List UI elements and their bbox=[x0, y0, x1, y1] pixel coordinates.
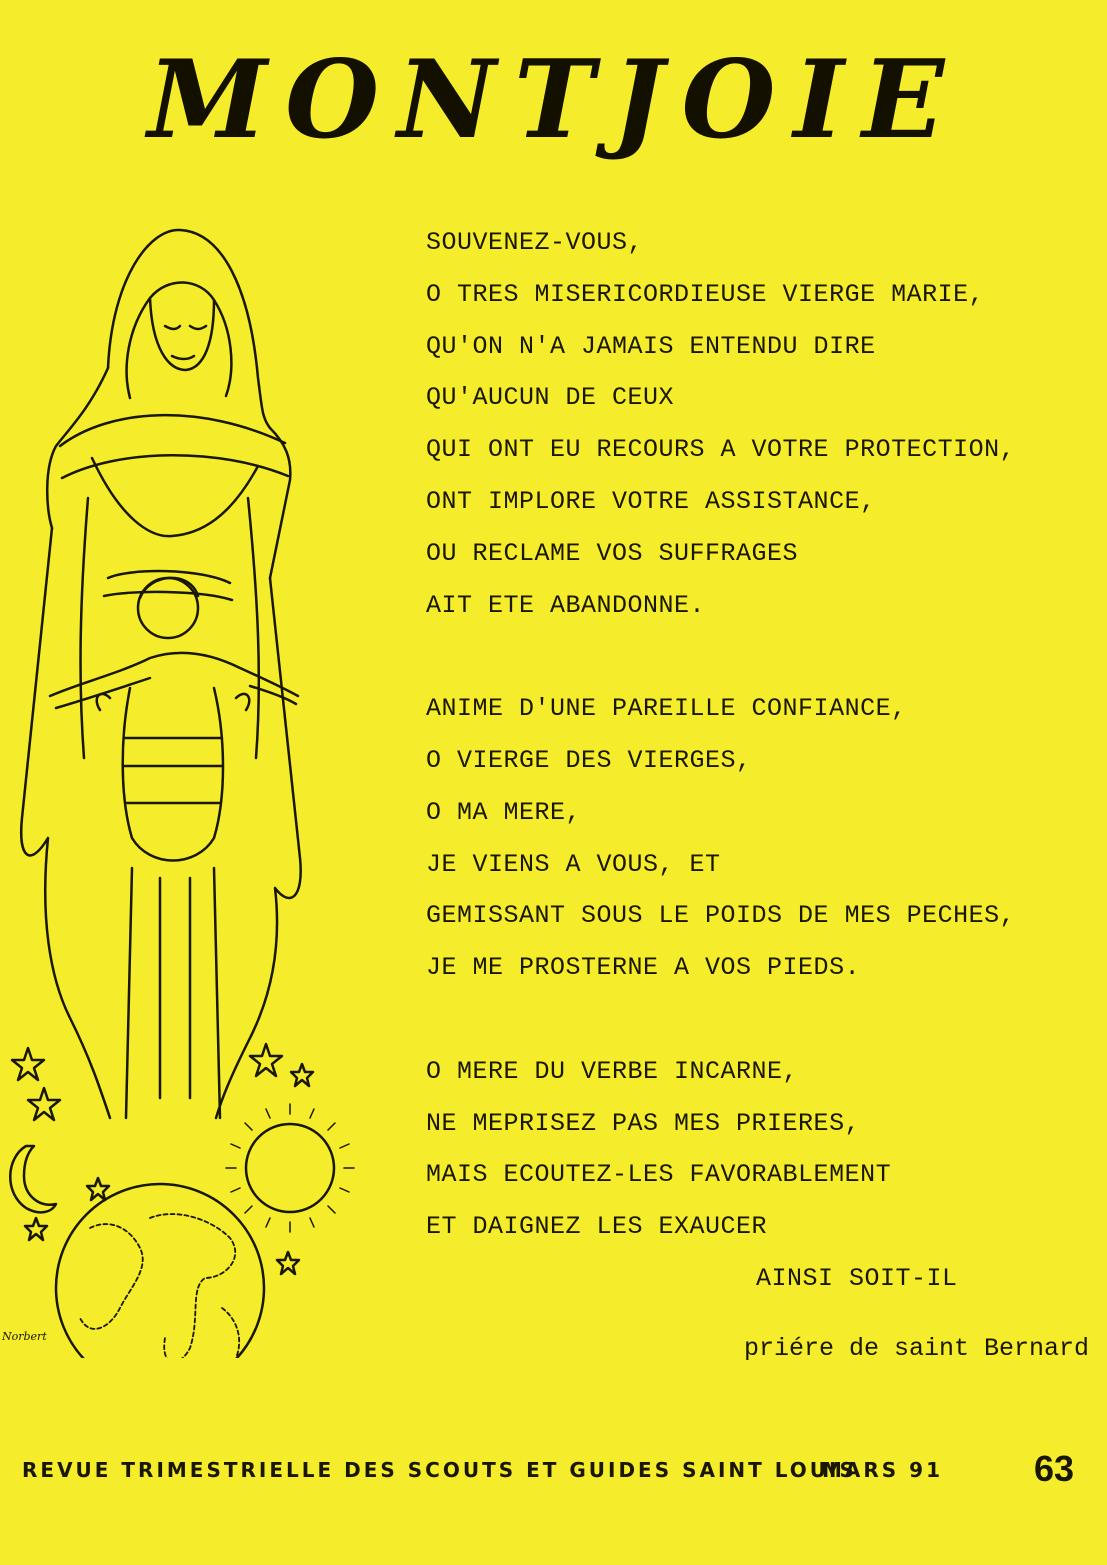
star-icon bbox=[277, 1252, 299, 1274]
prayer-attribution: priére de saint Bernard bbox=[743, 1334, 1089, 1363]
poem-line: O TRES MISERICORDIEUSE VIERGE MARIE, bbox=[426, 279, 985, 309]
artist-signature: Norbert bbox=[2, 1330, 47, 1343]
hair-right bbox=[214, 300, 231, 396]
poem-line: OU RECLAME VOS SUFFRAGES bbox=[426, 538, 799, 568]
poem-line: NE MEPRISEZ PAS MES PRIERES, bbox=[426, 1108, 861, 1138]
masthead-title: MONTJOIE bbox=[147, 37, 963, 163]
poem-line: AIT ETE ABANDONNE. bbox=[426, 590, 706, 620]
poem-line: ANIME D'UNE PAREILLE CONFIANCE, bbox=[426, 694, 907, 724]
issue-date: MARS 91 bbox=[822, 1458, 943, 1482]
poem-line: SOUVENEZ-VOUS, bbox=[426, 228, 644, 257]
poem-line: O VIERGE DES VIERGES, bbox=[426, 745, 752, 775]
stanza-gap bbox=[426, 999, 1096, 1051]
poem-line: O MERE DU VERBE INCARNE, bbox=[426, 1056, 799, 1086]
sun-icon bbox=[246, 1124, 334, 1212]
virgin-and-child-illustration bbox=[0, 218, 360, 1358]
robe-left bbox=[21, 528, 110, 1118]
star-icon bbox=[250, 1044, 282, 1076]
prayer-text bbox=[426, 222, 1096, 1310]
star-icon bbox=[28, 1088, 60, 1120]
star-icon bbox=[25, 1218, 47, 1240]
stanza-3 bbox=[426, 1051, 1096, 1310]
stanza-gap bbox=[426, 636, 1096, 688]
star-icon bbox=[12, 1048, 44, 1080]
poem-line: ONT IMPLORE VOTRE ASSISTANCE, bbox=[426, 486, 876, 516]
issue-number: 63 bbox=[1034, 1448, 1075, 1489]
poem-line: GEMISSANT SOUS LE POIDS DE MES PECHES, bbox=[426, 901, 1016, 931]
poem-line: JE VIENS A VOUS, ET bbox=[426, 849, 721, 879]
hair-left bbox=[127, 298, 150, 398]
publication-name: REVUE TRIMESTRIELLE DES SCOUTS ET GUIDES SAINT LOUIS bbox=[22, 1458, 857, 1482]
poem-line: QU'AUCUN DE CEUX bbox=[426, 383, 675, 413]
stanza-1 bbox=[426, 222, 1096, 636]
mantle-outline bbox=[47, 368, 108, 528]
globe-icon bbox=[56, 1184, 264, 1358]
poem-line: QUI ONT EU RECOURS A VOTRE PROTECTION, bbox=[426, 435, 1016, 465]
poem-line: O MA MERE, bbox=[426, 797, 582, 827]
star-icon bbox=[291, 1064, 313, 1086]
amen-line: AINSI SOIT-IL bbox=[756, 1263, 958, 1293]
veil-outline bbox=[108, 230, 270, 428]
swaddle bbox=[123, 688, 223, 861]
poem-line: JE ME PROSTERNE A VOS PIEDS. bbox=[426, 953, 861, 983]
moon-icon bbox=[10, 1146, 56, 1212]
star-icon bbox=[87, 1178, 109, 1200]
stanza-2 bbox=[426, 688, 1096, 999]
poem-line: ET DAIGNEZ LES EXAUCER bbox=[426, 1212, 768, 1242]
poem-line: MAIS ECOUTEZ-LES FAVORABLEMENT bbox=[426, 1160, 892, 1190]
poem-line: QU'ON N'A JAMAIS ENTENDU DIRE bbox=[426, 331, 876, 361]
